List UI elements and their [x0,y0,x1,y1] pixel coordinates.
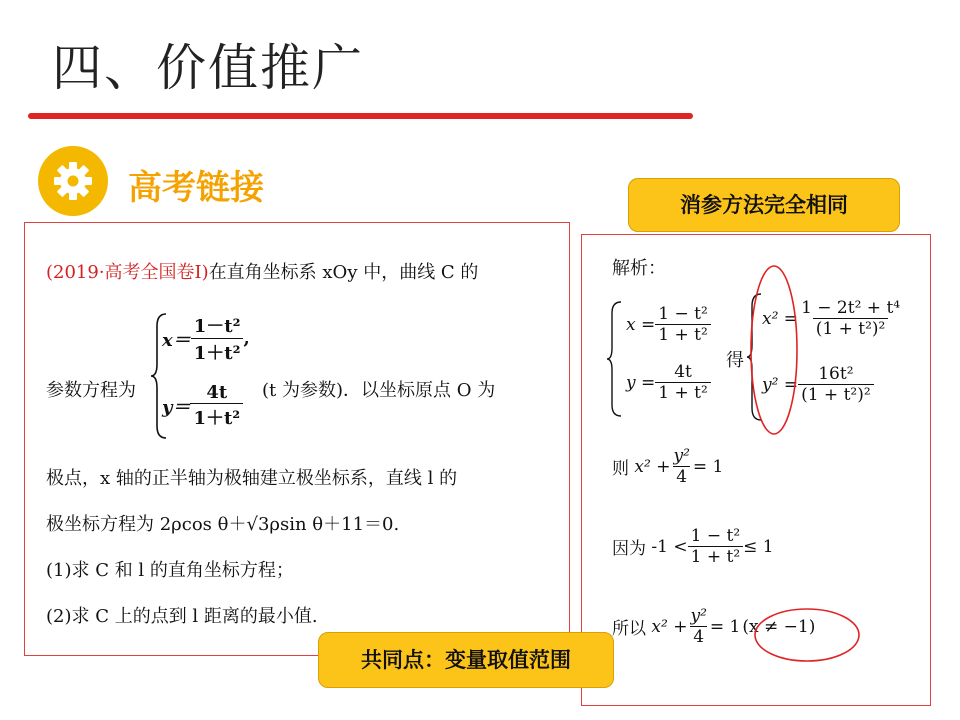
sol-sy-a: x² + [651,616,688,637]
sol-x2-num: 1 − 2t² + t⁴ [801,298,901,318]
sol-sy-cond: (x ≠ −1) [742,616,816,637]
gear-icon-circle [38,146,108,216]
problem-intro: 在直角坐标系 xOy 中，曲线 C 的 [208,262,479,283]
param-y-fraction [190,382,243,430]
sol-sy-fraction [687,606,709,647]
param-y-lhs: y＝ [162,397,191,418]
sol-y-fraction [655,362,711,403]
problem-line1 [46,258,478,284]
slide-title: 四、价值推广 [52,39,364,97]
sol-ze: 则 [612,459,629,479]
param-y-den: 1＋t² [190,403,243,430]
param-note: (t 为参数)．以坐标原点 O 为 [262,380,496,401]
sol-yinwei: 因为 [612,539,646,559]
problem-q1: (1)求 C 和 l 的直角坐标方程； [46,560,294,581]
sol-x2-lhs: x² = [762,308,799,329]
highlight-ellipse-2 [752,606,862,664]
param-x-den: 1＋t² [191,338,244,365]
sol-sy-num: y² [690,606,707,626]
solution-brace-1 [606,300,624,418]
param-label: 参数方程为 [46,380,136,401]
solution-label: 解析： [612,258,666,279]
sol-sy-b: = 1 [709,616,741,637]
problem-line4: 极坐标方程为 2ρcos θ＋√3ρsin θ＋11＝0. [46,514,400,535]
title-underline [28,113,693,119]
sol-yinwei-row [612,526,774,567]
sol-yw-den: 1 + t² [688,546,744,567]
problem-line3: 极点，x 轴的正半轴为极轴建立极坐标系，直线 l 的 [46,468,458,489]
problem-source: (2019·高考全国卷Ⅰ) [46,262,209,283]
gear-icon [38,146,108,216]
sol-y2-lhs: y² = [762,374,799,395]
sol-ze-a: x² + [634,456,671,477]
sol-yw-a: -1 < [651,536,688,557]
sol-ze-den: 4 [673,466,690,487]
highlight-ellipse-1 [748,262,800,438]
problem-box [24,222,570,656]
sol-yw-fraction [688,526,744,567]
sol-sy-den: 4 [690,626,707,647]
method-badge: 消参方法完全相同 [628,178,900,232]
sol-y2-den: (1 + t²)² [798,384,874,405]
sol-x2-fraction [798,298,903,339]
sol-x-fraction [655,304,711,345]
param-x-row [162,312,250,365]
sol-y-num: 4t [674,362,692,382]
sol-ze-fraction [670,446,692,487]
sol-x2-den: (1 + t²)² [813,318,889,339]
section-label: 高考链接 [128,168,264,208]
problem-q2: (2)求 C 上的点到 l 距离的最小值. [46,606,318,627]
param-x-num: 1－t² [193,316,241,337]
sol-x-num: 1 − t² [658,304,708,324]
sol-y-row [626,362,711,403]
sol-ze-b: = 1 [692,456,724,477]
sol-y-lhs: y = [626,372,656,393]
sol-y2-fraction [798,364,874,405]
sol-ze-num: y² [673,446,690,466]
common-badge: 共同点：变量取值范围 [318,632,614,688]
param-y-row [162,382,243,430]
sol-y-den: 1 + t² [655,382,711,403]
sol-x-row [626,304,711,345]
param-y-num: 4t [206,382,228,403]
sol-yw-b: ≤ 1 [743,536,774,557]
param-x-lhs: x＝ [162,329,191,351]
sol-ze-row [612,446,723,487]
sol-x-lhs: x = [626,314,656,335]
sol-y2-num: 16t² [818,364,854,384]
sol-yw-num: 1 − t² [690,526,741,546]
param-x-fraction [191,312,244,365]
sol-de: 得 [726,350,744,371]
param-x-tail: , [243,328,250,349]
sol-suoyi: 所以 [612,619,646,639]
sol-x-den: 1 + t² [655,324,711,345]
